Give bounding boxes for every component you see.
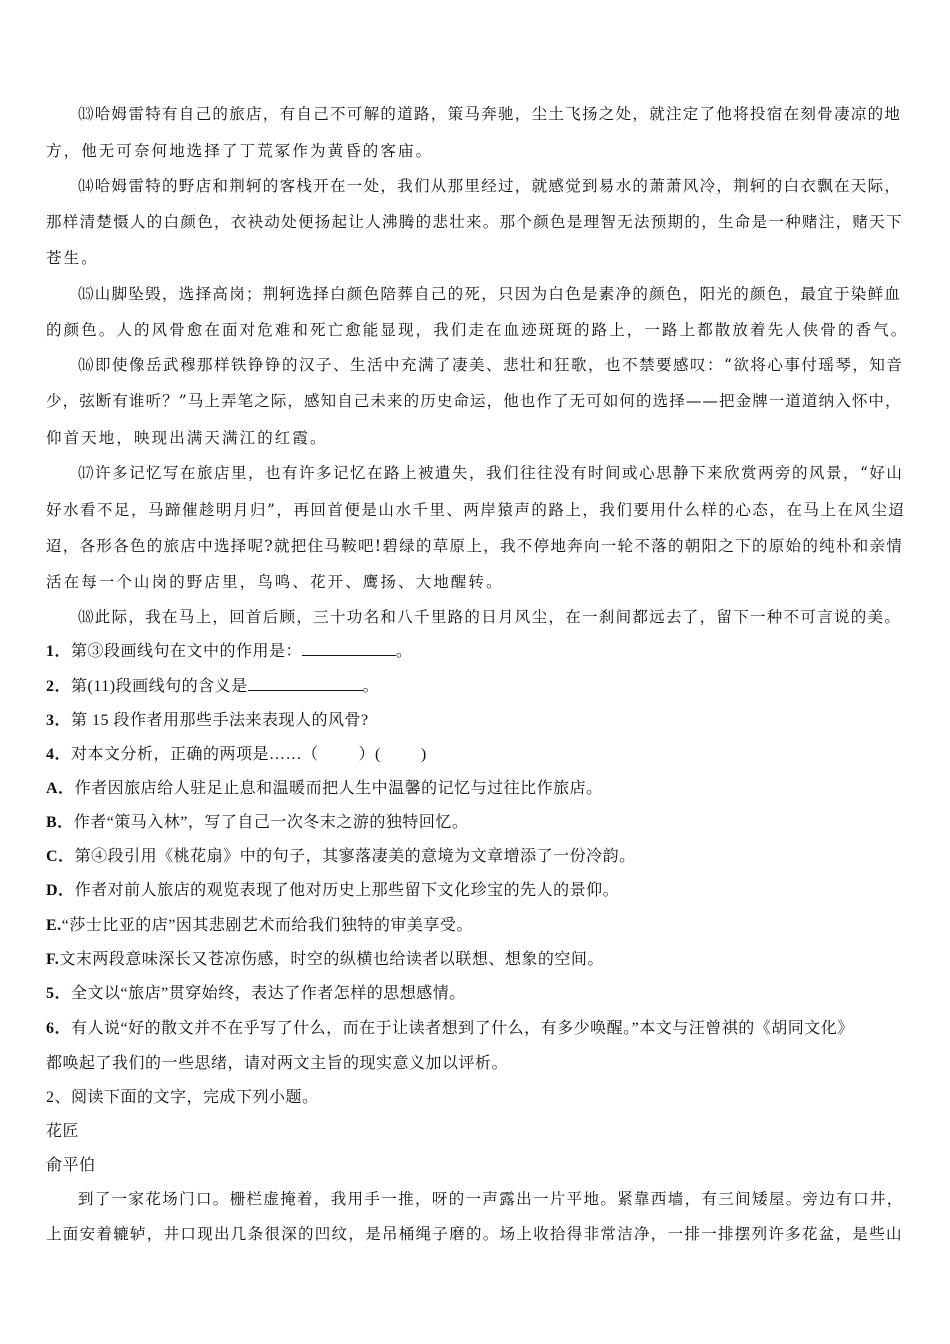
para-13-line-1: ⒀哈姆雷特有自己的旅店，有自己不可解的道路，策马奔驰，尘土飞扬之处，就注定了他将投宿在刻骨凄凉的地 <box>78 105 902 123</box>
para-14-line-1: ⒁哈姆雷特的野店和荆轲的客栈开在一处，我们从那里经过，就感觉到易水的萧萧风冷，荆轲的白衣飘在天际， <box>78 177 902 195</box>
para-14-line-3: 苍生。 <box>46 249 99 267</box>
question-2 <box>46 673 379 696</box>
option-a-text: 作者因旅店给人驻足止息和温暖而把人生中温馨的记忆与过往比作旅店。 <box>74 780 603 797</box>
para-17-line-1: ⒄许多记忆写在旅店里，也有许多记忆在路上被遺失，我们往往没有时间或心思静下来欣赏两旁的风景，“好山 <box>78 464 904 482</box>
section-2-line-1: 到了一家花场门口。栅栏虚掩着，我用手一推，呀的一声露出一片平地。紧靠西墙，有三间矮屋。旁边有口井， <box>78 1190 904 1208</box>
option-c <box>46 843 636 866</box>
question-5-number: 5． <box>46 985 72 1002</box>
para-17-line-4: 活在每一个山岗的野店里，鸟鸣、花开、鹰扬、大地醒转。 <box>46 573 504 591</box>
option-e <box>46 912 473 935</box>
option-f-text: 文末两段意味深长又苍凉伤感，时空的纵横也给读者以联想、想象的空间。 <box>59 951 604 968</box>
question-4-text: 对本文分析，正确的两项是……（ <box>71 746 319 763</box>
question-1-end: 。 <box>396 643 413 660</box>
para-18-line-1: ⒅此际，我在马上，回首后顾，三十功名和八千里路的日月风尘，在一刹间都远去了，留下一种不可言说的美。 <box>78 608 902 626</box>
question-1-number: 1． <box>46 643 72 660</box>
option-e-key: E. <box>46 917 62 934</box>
option-b <box>46 809 468 832</box>
para-14-line-2: 那样清楚慑人的白颜色，衣袂动处便扬起让人沸腾的悲壮来。那个颜色是理智无法预期的，生命是一种赌注，赌天下 <box>46 213 903 231</box>
para-15-line-1: ⒂山脚坠毁，选择高岗；荆轲选择白颜色陪葬自己的死，只因为白色是素净的颜色，阳光的颜色，最宜于染鲜血 <box>78 285 902 303</box>
option-d-key: D． <box>46 882 75 899</box>
para-16-line-1: ⒃即使像岳武穆那样铁铮铮的汉子、生活中充满了凄美、悲壮和狂歌，也不禁要感叹：“欲将心事付瑶琴，知音 <box>78 356 904 374</box>
para-17-line-2: 好水看不足，马蹄催趁明月归”，再回首便是山水千里、两岸猿声的路上，我们要用什么样的心态，在马上在风尘迢 <box>46 501 906 519</box>
option-f-key: F. <box>46 951 60 968</box>
question-5-text: 全文以“旅店”贯穿始终，表达了作者怎样的思想感情。 <box>71 985 466 1002</box>
question-1 <box>46 638 413 661</box>
question-4-end: ) <box>420 746 427 763</box>
option-a-key: A． <box>46 780 75 797</box>
question-4-mid: ）( <box>358 746 381 763</box>
option-f <box>46 946 604 969</box>
para-16-line-3: 仰首天地，映现出满天满江的红霞。 <box>46 429 328 447</box>
answer-blank-2[interactable] <box>248 676 363 691</box>
question-5 <box>46 980 466 1003</box>
para-13-line-2: 方，他无可奈何地选择了丁荒冢作为黄昏的客庙。 <box>46 142 434 160</box>
section-2-heading: 2、阅读下面的文字，完成下列小题。 <box>46 1089 319 1106</box>
question-4-number: 4． <box>46 746 72 763</box>
section-2-author: 俞平伯 <box>46 1157 96 1174</box>
question-2-end: 。 <box>362 678 380 695</box>
section-2-line-2: 上面安着辘轳，井口现出几条很深的凹纹，是吊桶绳子磨的。场上收拾得非常洁净，一排一排摆列许多花盆，是些山 <box>46 1225 903 1243</box>
option-c-key: C． <box>46 848 75 865</box>
question-6 <box>46 1015 854 1038</box>
question-4 <box>46 741 427 764</box>
question-6-continuation: 都唤起了我们的一些思绪，请对两文主旨的现实意义加以评析。 <box>46 1055 509 1072</box>
question-3 <box>46 707 369 730</box>
option-e-text: “莎士比亚的店”因其悲剧艺术而给我们独特的审美享受。 <box>61 917 473 934</box>
question-2-number: 2． <box>46 678 72 695</box>
para-17-line-3: 迢，各形各色的旅店中选择呢?就把住马鞍吧!碧绿的草原上，我不停地奔向一轮不落的朝阳之下的原始的纯朴和亲情 <box>46 537 904 555</box>
option-d-text: 作者对前人旅店的观览表现了他对历史上那些留下文化珍宝的先人的景仰。 <box>74 882 620 899</box>
question-1-text: 第③段画线句在文中的作用是： <box>71 643 303 660</box>
question-3-text: 第 15 段作者用那些手法来表现人的风骨? <box>71 712 369 729</box>
question-6-text: 有人说“好的散文并不在乎写了什么，而在于让读者想到了什么，有多少唤醒。”本文与汪曾祺的《胡同文化》 <box>71 1020 854 1037</box>
option-d <box>46 877 619 900</box>
option-b-key: B． <box>46 814 74 831</box>
para-15-line-2: 的颜色。人的风骨愈在面对危难和死亡愈能显现，我们走在血迹斑斑的路上，一路上都散放着先人侠骨的香气。 <box>46 321 909 339</box>
option-c-text: 第④段引用《桃花扇》中的句子，其寥落凄美的意境为文章增添了一份冷韵。 <box>74 848 636 865</box>
question-3-number: 3． <box>46 712 72 729</box>
option-b-text: 作者“策马入林”，写了自己一次冬末之游的独特回忆。 <box>73 814 469 831</box>
para-16-line-2: 少，弦断有谁听？”马上弄笔之际，感知自己未来的历史命运，他也作了无可如何的选择——把金牌一道道纳入怀中， <box>46 392 902 410</box>
question-6-number: 6． <box>46 1020 72 1037</box>
section-2-title: 花匠 <box>46 1123 80 1140</box>
option-a <box>46 775 603 798</box>
answer-blank-1[interactable] <box>302 641 396 656</box>
question-2-text: 第(11)段画线句的含义是 <box>71 678 248 695</box>
